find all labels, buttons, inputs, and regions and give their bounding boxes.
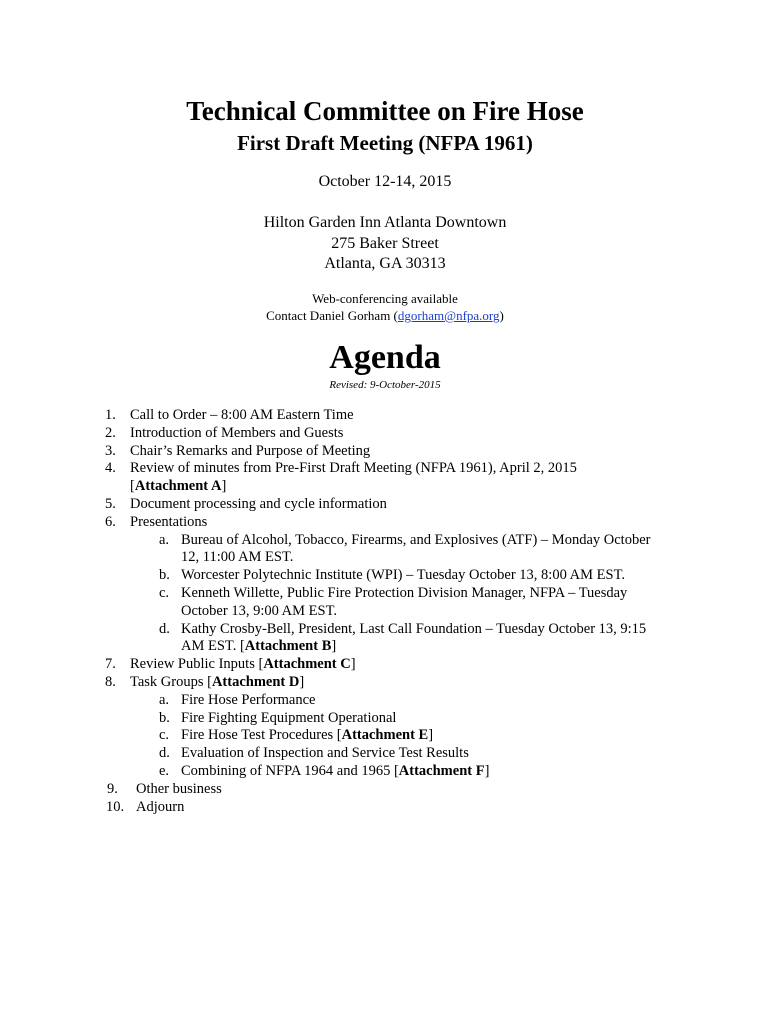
attachment-ref: Attachment C: [263, 656, 351, 673]
agenda-subitem: [0, 621, 770, 639]
subitem-letter: e.: [159, 762, 170, 779]
agenda-item: [0, 443, 770, 461]
item-text: Task Groups [Attachment D]: [130, 673, 305, 690]
subitem-text: AM EST. [Attachment B]: [181, 638, 337, 655]
agenda-item: [0, 496, 770, 514]
webconf-block: [0, 290, 770, 324]
subitem-text: Fire Fighting Equipment Operational: [181, 709, 397, 726]
item-text: Presentations: [130, 513, 208, 530]
attachment-ref: Attachment A: [134, 478, 222, 495]
agenda-subitem: [0, 763, 770, 781]
item-number: 3.: [105, 442, 116, 459]
agenda-heading: Agenda: [329, 339, 441, 376]
agenda-subitem: [0, 532, 770, 550]
venue-name: Hilton Garden Inn Atlanta Downtown: [263, 214, 507, 231]
subitem-text: Bureau of Alcohol, Tobacco, Firearms, and Explosives (ATF) – Monday October: [181, 531, 651, 548]
attachment-ref: Attachment F: [398, 762, 485, 779]
agenda-item: [0, 460, 770, 478]
item-text: Other business: [136, 780, 222, 797]
subitem-text: Evaluation of Inspection and Service Test Results: [181, 745, 469, 762]
subitem-text: Combining of NFPA 1964 and 1965 [Attachment F]: [181, 762, 490, 779]
subitem-text: Kenneth Willette, Public Fire Protection Division Manager, NFPA – Tuesday: [181, 584, 628, 601]
subitem-text: Fire Hose Test Procedures [Attachment E]: [181, 727, 434, 744]
item-number: 6.: [105, 513, 116, 530]
item-text: Review Public Inputs [Attachment C]: [130, 656, 356, 673]
venue-city: Atlanta, GA 30313: [324, 255, 446, 272]
item-text: Chair’s Remarks and Purpose of Meeting: [130, 442, 371, 459]
item-number: 4.: [105, 460, 116, 477]
subitem-text: October 13, 9:00 AM EST.: [181, 602, 337, 619]
agenda-item: [0, 674, 770, 692]
venue-street: 275 Baker Street: [331, 234, 439, 252]
agenda-item: [0, 781, 770, 799]
contact-prefix: Contact Daniel Gorham (: [266, 308, 398, 323]
attachment-ref: Attachment E: [341, 727, 429, 744]
agenda-item: [0, 799, 770, 817]
attachment-ref: Attachment B: [244, 638, 332, 655]
item-text: Call to Order – 8:00 AM Eastern Time: [130, 407, 354, 423]
subitem-letter: d.: [159, 620, 170, 637]
item-text: Introduction of Members and Guests: [130, 424, 344, 441]
agenda-item: [0, 407, 770, 425]
agenda-item: [0, 425, 770, 443]
agenda-subitem-continuation: [0, 638, 770, 656]
subitem-letter: d.: [159, 745, 170, 762]
item-number: 5.: [105, 495, 116, 512]
agenda-subitem: [0, 692, 770, 710]
item-number: 2.: [105, 424, 116, 441]
document-subtitle: First Draft Meeting (NFPA 1961): [237, 131, 533, 155]
agenda-list: [0, 407, 770, 816]
subitem-letter: a.: [159, 691, 170, 708]
agenda-item: [0, 514, 770, 532]
subitem-letter: c.: [159, 584, 170, 601]
item-number: 1.: [105, 407, 116, 423]
contact-email-link[interactable]: dgorham@nfpa.org: [397, 308, 500, 323]
item-text: Adjourn: [136, 798, 185, 815]
item-text: Review of minutes from Pre-First Draft Meeting (NFPA 1961), April 2, 2015: [130, 460, 577, 477]
subitem-text: Kathy Crosby-Bell, President, Last Call Foundation – Tuesday October 13, 9:15: [181, 620, 647, 637]
webconf-note: Web-conferencing available: [312, 291, 458, 306]
agenda-subitem-continuation: [0, 549, 770, 567]
item-number: 9.: [107, 780, 118, 797]
agenda-subitem: [0, 745, 770, 763]
document-title: Technical Committee on Fire Hose: [186, 96, 584, 126]
contact-line: [0, 307, 770, 324]
subitem-letter: c.: [159, 727, 170, 744]
subitem-letter: b.: [159, 709, 170, 726]
venue-address: [0, 213, 770, 275]
subitem-text: Fire Hose Performance: [181, 691, 316, 708]
agenda-item-continuation: [0, 478, 770, 496]
agenda-subitem: [0, 710, 770, 728]
item-number: 7.: [105, 656, 116, 673]
revision-date: Revised: 9-October-2015: [329, 379, 441, 391]
meeting-dates: October 12-14, 2015: [318, 173, 452, 190]
subitem-text: Worcester Polytechnic Institute (WPI) – Tuesday October 13, 8:00 AM EST.: [181, 567, 625, 584]
item-number: 8.: [105, 673, 116, 690]
item-text: [Attachment A]: [130, 478, 227, 495]
contact-suffix: ): [499, 308, 504, 323]
subitem-letter: a.: [159, 531, 170, 548]
item-text: Document processing and cycle information: [130, 495, 387, 512]
item-number: 10.: [106, 798, 125, 815]
agenda-subitem-continuation: [0, 603, 770, 621]
subitem-text: 12, 11:00 AM EST.: [181, 549, 294, 566]
subitem-letter: b.: [159, 567, 170, 584]
agenda-subitem: [0, 567, 770, 585]
agenda-subitem: [0, 585, 770, 603]
attachment-ref: Attachment D: [211, 673, 300, 690]
agenda-item: [0, 656, 770, 674]
agenda-subitem: [0, 727, 770, 745]
